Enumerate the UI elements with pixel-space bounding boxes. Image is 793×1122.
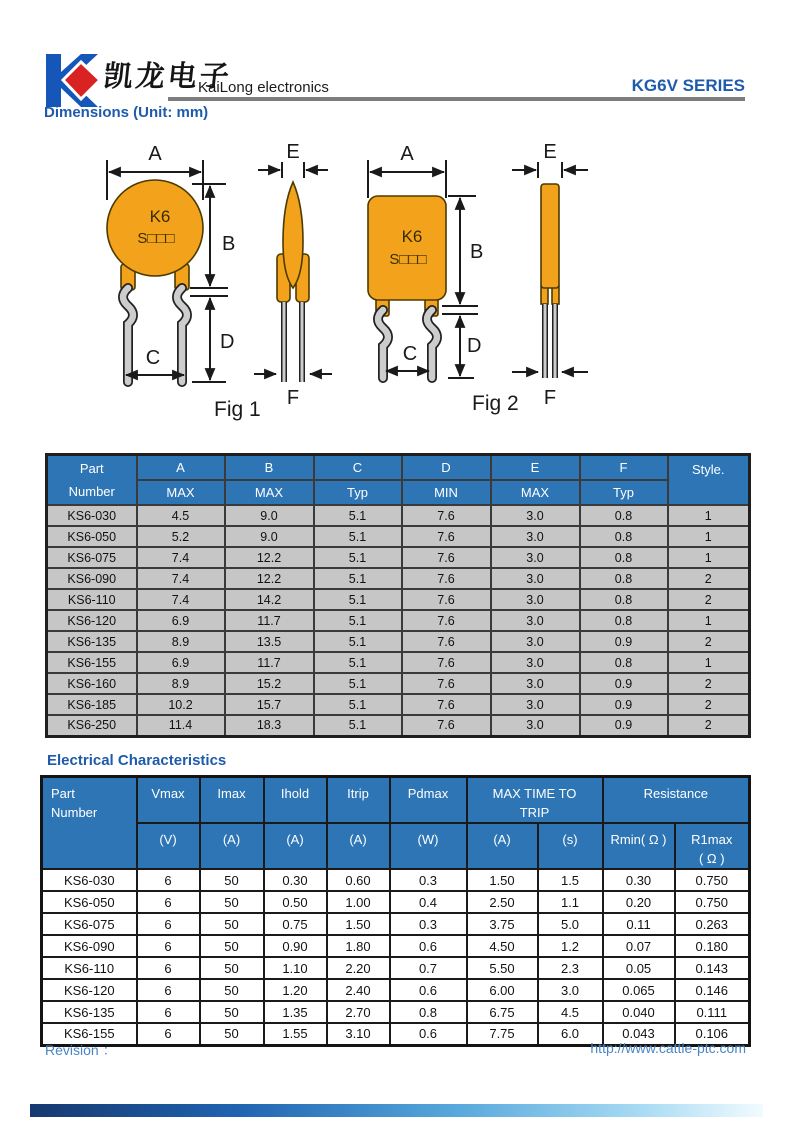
- value-cell: 12.2: [225, 547, 314, 568]
- value-cell: 0.8: [580, 652, 668, 673]
- value-cell: 3.0: [491, 631, 580, 652]
- fig1-dim-c-label: C: [145, 347, 161, 369]
- value-cell: 6.9: [137, 652, 225, 673]
- value-cell: 3.10: [327, 1023, 390, 1045]
- elec-header-row-2: [42, 823, 750, 869]
- elec-unit-r1max: [675, 823, 750, 869]
- value-cell: 0.20: [603, 891, 675, 913]
- part-number-cell: KS6-135: [47, 631, 137, 652]
- value-cell: 1: [668, 505, 750, 526]
- fig1-marking-k6: K6: [149, 207, 171, 226]
- value-cell: 0.4: [390, 891, 467, 913]
- company-name: KaiLong electronics: [198, 79, 329, 96]
- value-cell: 6.0: [538, 1023, 603, 1045]
- value-cell: 6.9: [137, 610, 225, 631]
- value-cell: 12.2: [225, 568, 314, 589]
- value-cell: 9.0: [225, 505, 314, 526]
- table-row: [47, 568, 750, 589]
- value-cell: 0.750: [675, 869, 750, 891]
- part-header-line2: Number: [68, 484, 115, 499]
- elec-unit-itrip: (A): [327, 823, 390, 869]
- table-row: [47, 673, 750, 694]
- value-cell: 0.50: [264, 891, 327, 913]
- value-cell: 5.50: [467, 957, 538, 979]
- value-cell: 0.11: [603, 913, 675, 935]
- value-cell: 7.6: [402, 652, 491, 673]
- dim-part-number-header: [47, 455, 137, 506]
- value-cell: 50: [200, 891, 264, 913]
- value-cell: 11.7: [225, 610, 314, 631]
- elec-unit-rmin: Rmin( Ω ): [603, 823, 675, 869]
- value-cell: 0.8: [580, 610, 668, 631]
- dim-style-header: Style.: [668, 455, 750, 506]
- value-cell: 3.0: [491, 526, 580, 547]
- part-number-cell: KS6-110: [42, 957, 137, 979]
- value-cell: 7.6: [402, 547, 491, 568]
- value-cell: 50: [200, 913, 264, 935]
- value-cell: 6.00: [467, 979, 538, 1001]
- elec-unit-ihold: (A): [264, 823, 327, 869]
- fig1-side-blade: [283, 182, 303, 288]
- value-cell: 0.263: [675, 913, 750, 935]
- elec-unit-vmax: (V): [137, 823, 200, 869]
- value-cell: 2: [668, 694, 750, 715]
- value-cell: 5.1: [314, 673, 402, 694]
- fig2-rect-body: [368, 196, 446, 300]
- value-cell: 0.8: [580, 589, 668, 610]
- value-cell: 2.3: [538, 957, 603, 979]
- table-row: [47, 610, 750, 631]
- value-cell: 0.3: [390, 913, 467, 935]
- elec-unit-pdmax: (W): [390, 823, 467, 869]
- value-cell: 5.1: [314, 526, 402, 547]
- value-cell: 2.40: [327, 979, 390, 1001]
- value-cell: 5.1: [314, 610, 402, 631]
- value-cell: 0.750: [675, 891, 750, 913]
- elec-unit-trip-s: (s): [538, 823, 603, 869]
- value-cell: 0.040: [603, 1001, 675, 1023]
- value-cell: 7.6: [402, 715, 491, 736]
- value-cell: 50: [200, 1001, 264, 1023]
- value-cell: 7.6: [402, 568, 491, 589]
- value-cell: 3.75: [467, 913, 538, 935]
- part-number-cell: KS6-250: [47, 715, 137, 736]
- value-cell: 0.9: [580, 715, 668, 736]
- table-row: [47, 526, 750, 547]
- value-cell: 0.6: [390, 935, 467, 957]
- part-number-cell: KS6-185: [47, 694, 137, 715]
- part-number-cell: KS6-090: [42, 935, 137, 957]
- table-row: [47, 652, 750, 673]
- value-cell: 0.106: [675, 1023, 750, 1045]
- value-cell: 0.9: [580, 694, 668, 715]
- value-cell: 6: [137, 1001, 200, 1023]
- value-cell: 1: [668, 526, 750, 547]
- trip-header-line1: MAX TIME TO: [492, 786, 577, 801]
- value-cell: 3.0: [538, 979, 603, 1001]
- part-number-cell: KS6-155: [47, 652, 137, 673]
- value-cell: 5.1: [314, 589, 402, 610]
- fig1-dim-b-label: B: [222, 233, 236, 255]
- value-cell: 2.20: [327, 957, 390, 979]
- part-number-cell: KS6-030: [42, 869, 137, 891]
- value-cell: 6: [137, 935, 200, 957]
- table-row: [47, 505, 750, 526]
- value-cell: 7.4: [137, 568, 225, 589]
- value-cell: 0.8: [390, 1001, 467, 1023]
- fig2-dim-f-label: F: [543, 387, 557, 409]
- value-cell: 5.1: [314, 547, 402, 568]
- electrical-table: [40, 775, 751, 1047]
- dim-col-c: C: [314, 455, 402, 481]
- table-row: [47, 631, 750, 652]
- elec-header-row-1: [42, 777, 750, 824]
- dim-spec-d: MIN: [402, 480, 491, 505]
- part-number-cell: KS6-090: [47, 568, 137, 589]
- dim-spec-b: MAX: [225, 480, 314, 505]
- value-cell: 7.6: [402, 526, 491, 547]
- fig1-caption: Fig 1: [214, 398, 261, 421]
- part-number-cell: KS6-120: [42, 979, 137, 1001]
- value-cell: 3.0: [491, 505, 580, 526]
- fig2-marking-s: S□□□: [389, 251, 427, 268]
- value-cell: 3.0: [491, 547, 580, 568]
- value-cell: 0.05: [603, 957, 675, 979]
- r1max-line1: R1max: [691, 832, 733, 847]
- elec-col-imax: Imax: [200, 777, 264, 824]
- value-cell: 6: [137, 957, 200, 979]
- value-cell: 7.4: [137, 547, 225, 568]
- elec-unit-trip-a: (A): [467, 823, 538, 869]
- value-cell: 0.146: [675, 979, 750, 1001]
- dimensions-section-title: Dimensions (Unit: mm): [44, 104, 209, 121]
- value-cell: 0.60: [327, 869, 390, 891]
- elec-col-ihold: Ihold: [264, 777, 327, 824]
- part-number-cell: KS6-030: [47, 505, 137, 526]
- part-header-line2: Number: [51, 805, 98, 820]
- value-cell: 0.6: [390, 979, 467, 1001]
- value-cell: 3.0: [491, 568, 580, 589]
- value-cell: 2: [668, 568, 750, 589]
- value-cell: 1.20: [264, 979, 327, 1001]
- value-cell: 7.6: [402, 694, 491, 715]
- dimensions-table: [45, 453, 751, 738]
- value-cell: 0.30: [603, 869, 675, 891]
- value-cell: 0.8: [580, 547, 668, 568]
- value-cell: 6: [137, 913, 200, 935]
- value-cell: 0.3: [390, 869, 467, 891]
- value-cell: 5.1: [314, 505, 402, 526]
- value-cell: 50: [200, 979, 264, 1001]
- value-cell: 2.50: [467, 891, 538, 913]
- fig2-dim-d-label: D: [467, 335, 482, 357]
- part-number-cell: KS6-110: [47, 589, 137, 610]
- value-cell: 5.1: [314, 694, 402, 715]
- series-title: KG6V SERIES: [631, 76, 745, 95]
- value-cell: 1: [668, 547, 750, 568]
- value-cell: 15.7: [225, 694, 314, 715]
- value-cell: 50: [200, 869, 264, 891]
- value-cell: 9.0: [225, 526, 314, 547]
- table-row: [42, 869, 750, 891]
- value-cell: 0.9: [580, 673, 668, 694]
- table-row: [47, 694, 750, 715]
- value-cell: 0.8: [580, 568, 668, 589]
- value-cell: 8.9: [137, 673, 225, 694]
- value-cell: 1.2: [538, 935, 603, 957]
- dim-spec-e: MAX: [491, 480, 580, 505]
- value-cell: 2: [668, 589, 750, 610]
- value-cell: 5.1: [314, 631, 402, 652]
- value-cell: 0.8: [580, 505, 668, 526]
- dim-spec-c: Typ: [314, 480, 402, 505]
- dim-spec-f: Typ: [580, 480, 668, 505]
- part-number-cell: KS6-120: [47, 610, 137, 631]
- value-cell: 0.6: [390, 1023, 467, 1045]
- value-cell: 2: [668, 631, 750, 652]
- value-cell: 6: [137, 891, 200, 913]
- table-row: [42, 957, 750, 979]
- value-cell: 11.7: [225, 652, 314, 673]
- dim-col-a: A: [137, 455, 225, 481]
- value-cell: 6: [137, 979, 200, 1001]
- elec-unit-imax: (A): [200, 823, 264, 869]
- value-cell: 0.90: [264, 935, 327, 957]
- logo-chinese-text: 凯龙电子: [102, 59, 234, 93]
- value-cell: 7.4: [137, 589, 225, 610]
- table-row: [42, 1001, 750, 1023]
- dim-col-b: B: [225, 455, 314, 481]
- value-cell: 14.2: [225, 589, 314, 610]
- fig2-dim-e-label: E: [543, 141, 557, 163]
- value-cell: 0.143: [675, 957, 750, 979]
- fig2-dim-b-label: B: [470, 241, 484, 263]
- value-cell: 7.6: [402, 631, 491, 652]
- elec-col-max-time-to-trip: [467, 777, 603, 824]
- elec-col-resistance: Resistance: [603, 777, 750, 824]
- value-cell: 1.10: [264, 957, 327, 979]
- value-cell: 5.1: [314, 652, 402, 673]
- elec-col-vmax: Vmax: [137, 777, 200, 824]
- value-cell: 0.30: [264, 869, 327, 891]
- value-cell: 13.5: [225, 631, 314, 652]
- value-cell: 1.35: [264, 1001, 327, 1023]
- value-cell: 4.5: [137, 505, 225, 526]
- value-cell: 4.5: [538, 1001, 603, 1023]
- value-cell: 4.50: [467, 935, 538, 957]
- value-cell: 2: [668, 715, 750, 736]
- dim-header-row-1: [47, 455, 750, 481]
- value-cell: 1.1: [538, 891, 603, 913]
- table-row: [42, 979, 750, 1001]
- table-row: [47, 589, 750, 610]
- fig1-dim-f-label: F: [286, 387, 300, 409]
- value-cell: 1: [668, 652, 750, 673]
- value-cell: 0.7: [390, 957, 467, 979]
- table-row: [42, 913, 750, 935]
- dim-spec-a: MAX: [137, 480, 225, 505]
- fig2-marking-k6: K6: [401, 227, 423, 246]
- value-cell: 0.180: [675, 935, 750, 957]
- value-cell: 1: [668, 610, 750, 631]
- value-cell: 50: [200, 957, 264, 979]
- website-link[interactable]: http://www.cattle-ptc.com: [590, 1040, 746, 1056]
- fig1-front-view: [107, 143, 261, 421]
- footer-gradient-bar: [30, 1104, 763, 1117]
- part-number-cell: KS6-075: [42, 913, 137, 935]
- table-row: [42, 891, 750, 913]
- value-cell: 7.6: [402, 505, 491, 526]
- elec-part-number-header: [42, 777, 137, 870]
- fig1-dim-d-label: D: [220, 331, 235, 353]
- fig2-side-view: [512, 141, 588, 409]
- value-cell: 6.75: [467, 1001, 538, 1023]
- value-cell: 1.55: [264, 1023, 327, 1045]
- part-number-cell: KS6-155: [42, 1023, 137, 1045]
- value-cell: 50: [200, 1023, 264, 1045]
- value-cell: 5.1: [314, 715, 402, 736]
- part-header-line1: Part: [79, 461, 104, 476]
- value-cell: 0.111: [675, 1001, 750, 1023]
- electrical-section-title: Electrical Characteristics: [47, 752, 227, 769]
- table-row: [47, 715, 750, 736]
- fig2-dim-c-label: C: [402, 343, 418, 365]
- value-cell: 0.9: [580, 631, 668, 652]
- value-cell: 1.50: [327, 913, 390, 935]
- value-cell: 0.065: [603, 979, 675, 1001]
- table-row: [42, 935, 750, 957]
- value-cell: 0.8: [580, 526, 668, 547]
- part-number-cell: KS6-160: [47, 673, 137, 694]
- value-cell: 50: [200, 935, 264, 957]
- value-cell: 7.6: [402, 610, 491, 631]
- part-number-cell: KS6-075: [47, 547, 137, 568]
- elec-col-itrip: Itrip: [327, 777, 390, 824]
- fig2-caption: Fig 2: [472, 392, 519, 415]
- value-cell: 3.0: [491, 673, 580, 694]
- fig2-dim-a-label: A: [400, 143, 414, 165]
- value-cell: 1.00: [327, 891, 390, 913]
- value-cell: 0.75: [264, 913, 327, 935]
- value-cell: 3.0: [491, 694, 580, 715]
- value-cell: 10.2: [137, 694, 225, 715]
- value-cell: 0.043: [603, 1023, 675, 1045]
- part-number-cell: KS6-050: [47, 526, 137, 547]
- kailong-logo-icon: [44, 54, 102, 108]
- fig2-front-view: [368, 143, 519, 415]
- value-cell: 1.5: [538, 869, 603, 891]
- part-header-line1: Part: [51, 786, 75, 801]
- part-number-cell: KS6-135: [42, 1001, 137, 1023]
- elec-col-pdmax: Pdmax: [390, 777, 467, 824]
- value-cell: 7.75: [467, 1023, 538, 1045]
- value-cell: 18.3: [225, 715, 314, 736]
- r1max-line2: ( Ω ): [698, 851, 725, 866]
- fig1-marking-s: S□□□: [137, 230, 175, 247]
- value-cell: 3.0: [491, 610, 580, 631]
- value-cell: 6: [137, 1023, 200, 1045]
- value-cell: 11.4: [137, 715, 225, 736]
- value-cell: 6: [137, 869, 200, 891]
- revision-label: Revision ：: [45, 1042, 117, 1058]
- value-cell: 7.6: [402, 673, 491, 694]
- value-cell: 3.0: [491, 652, 580, 673]
- value-cell: 7.6: [402, 589, 491, 610]
- value-cell: 8.9: [137, 631, 225, 652]
- dim-header-row-2: [47, 480, 750, 505]
- value-cell: 0.07: [603, 935, 675, 957]
- dim-col-d: D: [402, 455, 491, 481]
- value-cell: 1.80: [327, 935, 390, 957]
- dim-col-e: E: [491, 455, 580, 481]
- fig1-dim-a-label: A: [148, 143, 162, 165]
- fig1-dim-e-label: E: [286, 141, 300, 163]
- fig2-side-strip: [541, 184, 559, 288]
- value-cell: 15.2: [225, 673, 314, 694]
- header-divider: [168, 97, 745, 101]
- value-cell: 5.2: [137, 526, 225, 547]
- value-cell: 3.0: [491, 715, 580, 736]
- value-cell: 5.1: [314, 568, 402, 589]
- fig1-side-view: [254, 141, 332, 409]
- value-cell: 2: [668, 673, 750, 694]
- dim-col-f: F: [580, 455, 668, 481]
- table-row: [47, 547, 750, 568]
- value-cell: 3.0: [491, 589, 580, 610]
- trip-header-line2: TRIP: [519, 805, 550, 820]
- dimension-figures: [80, 138, 640, 430]
- value-cell: 2.70: [327, 1001, 390, 1023]
- value-cell: 5.0: [538, 913, 603, 935]
- fig1-disc-body: [107, 180, 203, 276]
- value-cell: 1.50: [467, 869, 538, 891]
- part-number-cell: KS6-050: [42, 891, 137, 913]
